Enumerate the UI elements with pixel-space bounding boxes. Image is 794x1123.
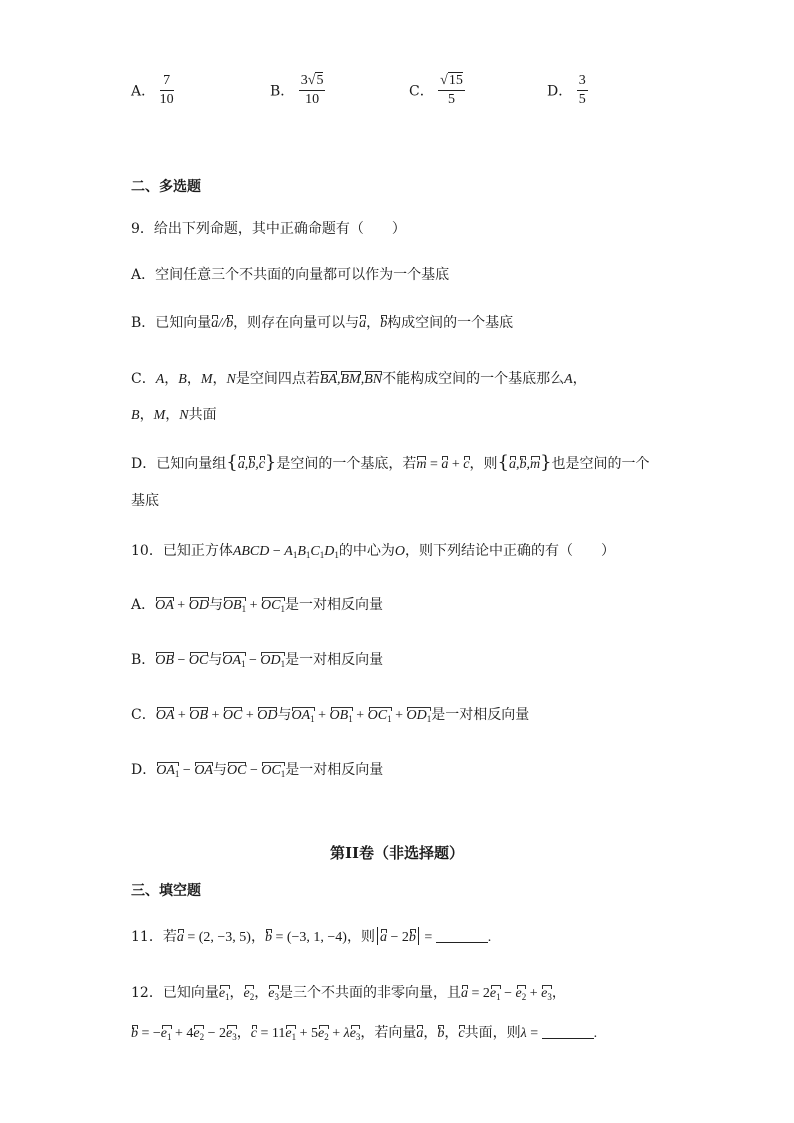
q10-option-b: B．OB − OC与$OA_1 - OD_1$是一对相反向量 xyxy=(131,652,384,669)
q9-option-a: A．空间任意三个不共面的向量都可以作为一个基底 xyxy=(131,267,450,283)
q11-answer-blank[interactable] xyxy=(436,928,488,943)
q8-option-c: C． $\frac{√15}{5}$ xyxy=(409,73,463,107)
section-heading-fill-in: 三、填空题 xyxy=(131,883,201,899)
q10-stem: 10．已知正方体ABCD − $A_1B_1C_1D_1$的中心为O，则下列结论中正确的有（ ） xyxy=(131,543,616,560)
q8-option-b: B． $\frac{3√5}{10}$ xyxy=(270,73,324,107)
q8-option-a: A． $\frac{7}{10}$ xyxy=(131,73,174,107)
q10-option-a: A．OA + OD与$OB_1 + OC_1$是一对相反向量 xyxy=(131,597,383,614)
q10-option-c: C．OA + OB + OC + OD与$OA_1 + OB_1 + OC_1 + OD_1$是一对相反向量 xyxy=(131,707,530,724)
q9-option-d-line2: 基底 xyxy=(131,493,159,509)
q9-option-c-line2: B，M，N共面 xyxy=(131,407,217,423)
q12-line1: 12．已知向量$e_1$，$e_2$，$e_3$是三个不共面的非零向量，且$a = 2e_1 - e_2 + e_3$， xyxy=(131,985,566,1002)
q9-option-b: B．已知向量a//b，则存在向量可以与a，b构成空间的一个基底 xyxy=(131,315,514,331)
q10-option-d: D．$OA_1$ − OA与OC − $OC_1$是一对相反向量 xyxy=(131,762,384,779)
q12-line2: $b = -e_1 + 4e_2 - 2e_3$，$c = 11e_1 + 5e_2 + \lambda e_3$，若向量a，b，c共面，则λ = . xyxy=(131,1025,598,1042)
q12-answer-blank[interactable] xyxy=(542,1024,594,1039)
q9-option-d-line1: D．已知向量组{a,b,c}是空间的一个基底，若m = a + c，则{a,b,m}也是空间的一个 xyxy=(131,452,650,473)
q11: 11．若a = (2, −3, 5)，b = (−3, 1, −4)，则 a − 2b = . xyxy=(131,929,492,945)
q9-stem: 9．给出下列命题，其中正确命题有（ ） xyxy=(131,221,406,237)
q9-option-c-line1: C．A，B，M，N是空间四点若BA,BM,BN不能构成空间的一个基底那么A， xyxy=(131,371,587,387)
section-heading-multiple-choice: 二、多选题 xyxy=(131,179,201,195)
q8-option-d: D． $\frac{3}{5}$ xyxy=(547,73,586,107)
part-two-title: 第II卷（非选择题） xyxy=(329,844,465,862)
